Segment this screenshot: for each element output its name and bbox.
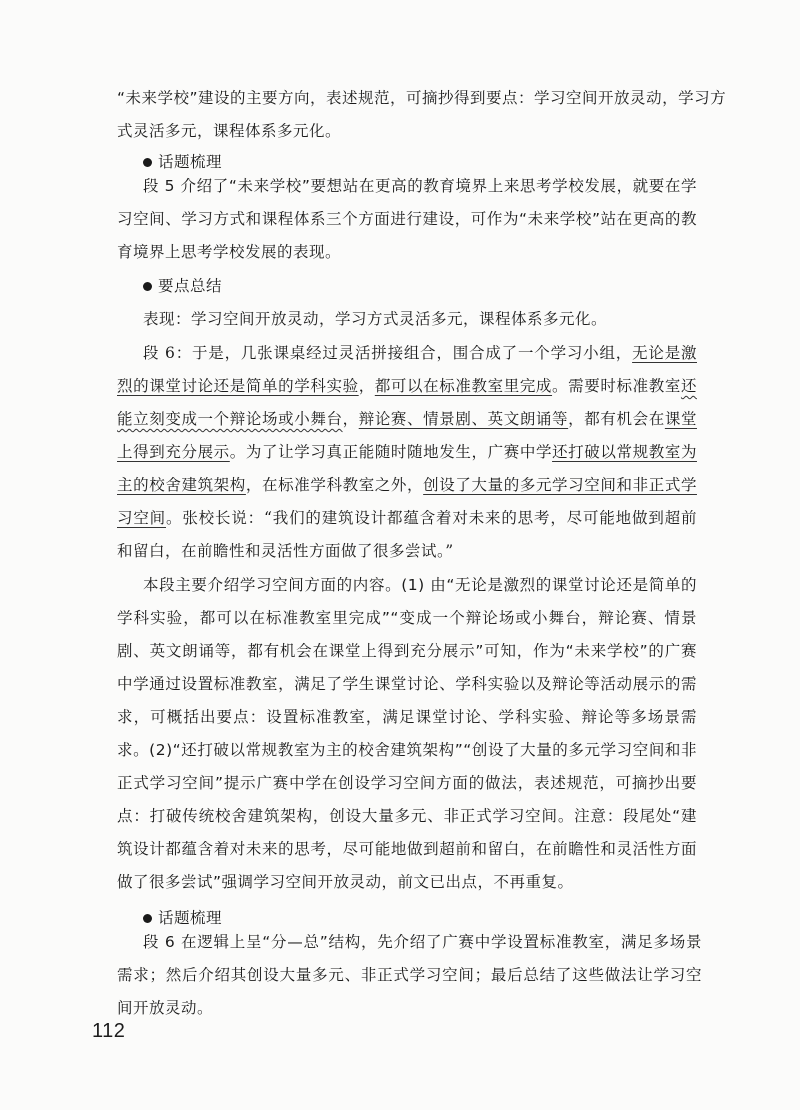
bullet-dot-icon — [143, 282, 152, 291]
text-run: ，都有机会在 — [568, 410, 665, 428]
text-run: ，在标准学科教室之外， — [245, 476, 424, 494]
underlined-text: 还打破以常规教室为主的校舍建筑架构 — [117, 443, 697, 494]
section-heading-summary — [143, 270, 222, 303]
text-run: 段 6：于是，几张课桌经过灵活拼接组合，围合成了一个学习小组， — [143, 344, 633, 362]
page-number: 112 — [92, 1020, 126, 1042]
bullet-dot-icon — [143, 914, 152, 923]
paragraph-line: “未来学校”建设的主要方向，表述规范，可摘抄得到要点：学习空间开放灵动，学习方 — [117, 89, 727, 107]
bullet-dot-icon — [143, 158, 152, 167]
heading-text: 要点总结 — [158, 277, 223, 295]
underlined-text: 辩论赛、情景剧、英文朗诵等 — [358, 410, 569, 428]
underlined-text: 无论是激烈的课堂讨论还是简单的学科实验 — [117, 344, 697, 395]
paragraph-topic-analysis: 段 5 介绍了“未来学校”要想站在更高的教育境界上来思考学校发展，就要在学习空间、学习方式和课程体系三个方面进行建设，可作为“未来学校”站在更高的教育境界上思考学校发展的表现。 — [117, 177, 697, 261]
wavy-underlined-text: 还能立刻变成一个辩论场或小舞台 — [117, 377, 697, 428]
paragraph-structure: 段 6 在逻辑上呈“分—总”结构，先介绍了广赛中学设置标准教室，满足多场景需求；然后介绍其创设大量多元、非正式学习空间；最后总结了这些做法让学习空间开放灵动。 — [117, 933, 702, 1017]
text-run: 。为了让学习真正能随时随地发生，广赛中学 — [229, 443, 553, 461]
heading-text: 话题梳理 — [158, 153, 223, 171]
underlined-text: 课堂上得到充分展示 — [117, 410, 697, 461]
paragraph-source-text — [117, 337, 697, 568]
underlined-text: 都可以在标准教室里完成 — [374, 377, 553, 395]
text-run: ， — [342, 410, 359, 428]
underlined-text: 创设了大量的多元学习空间和非正式学习空间 — [117, 476, 697, 527]
paragraph-main-direction — [117, 82, 727, 148]
text-run: 。张校长说：“我们的建筑设计都蕴含着对未来的思考，尽可能地做到超前和留白，在前瞻性和灵活性方面做了很多尝试。” — [117, 509, 697, 560]
paragraph-summary: 表现：学习空间开放灵动，学习方式灵活多元，课程体系多元化。 — [143, 310, 608, 328]
text-run: ， — [358, 377, 375, 395]
heading-text: 话题梳理 — [158, 909, 223, 927]
text-run: 。需要时标准教室 — [552, 377, 681, 395]
paragraph-analysis: 本段主要介绍学习空间方面的内容。(1) 由“无论是激烈的课堂讨论还是简单的学科实验，都可以在标准教室里完成”“变成一个辩论场或小舞台，辩论赛、情景剧、英文朗诵等，都有机会在课堂上得到充分展示”可知，作为“未来学校”的广赛中学通过设置标准教室，满足了学生课堂讨论、学科实验以及辩论等活动展示的需求，可概括出要点：设置标准教室，满足课堂讨论、学科实验、辩论等多场景需求。(2)“还打破以常规教室为主的校舍建筑架构”“创设了大量的多元学习空间和非正式学习空间”提示广赛中学在创设学习空间方面的做法，表述规范，可摘抄出要点：打破传统校舍建筑架构，创设大量多元、非正式学习空间。注意：段尾处“建筑设计都蕴含着对未来的思考，尽可能地做到超前和留白，在前瞻性和灵活性方面做了很多尝试”强调学习空间开放灵动，前文已出点，不再重复。 — [117, 576, 697, 891]
paragraph-line: 式灵活多元，课程体系多元化。 — [117, 122, 342, 140]
